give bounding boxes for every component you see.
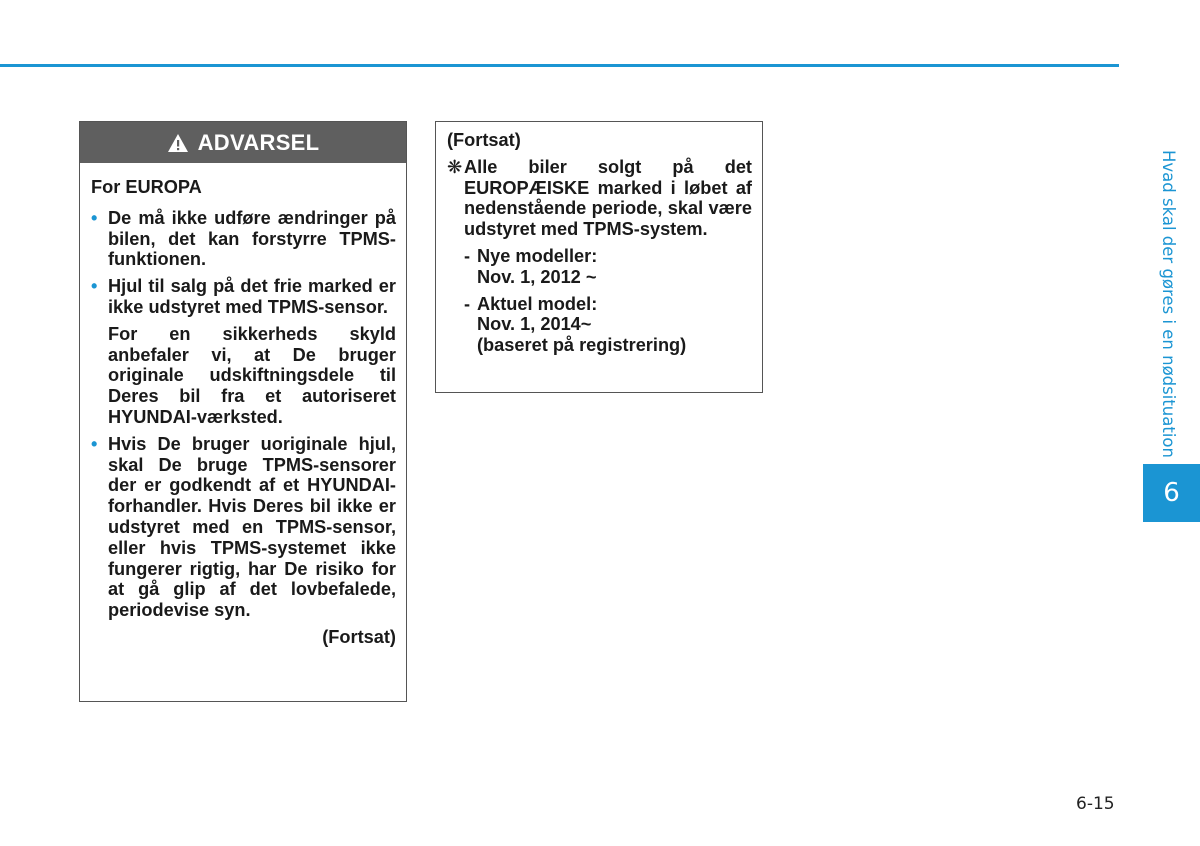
continuation-title: (Fortsat) [447, 130, 521, 150]
bullet-text: De må ikke udføre ændringer på bilen, det kan forstyrre TPMS-funktionen. [108, 207, 396, 270]
bullet-dot-icon: • [91, 207, 98, 228]
item-extra: (baseret på registrering) [477, 335, 687, 356]
chapter-tab: 6 [1143, 464, 1200, 522]
warning-region: For EUROPA [91, 177, 202, 197]
warning-content [80, 163, 406, 648]
item-date: Nov. 1, 2012 ~ [477, 266, 597, 287]
warning-triangle-icon [167, 133, 189, 153]
list-item [91, 276, 396, 318]
page-number: 6-15 [1076, 794, 1115, 814]
item-label: Nye modeller: [477, 245, 598, 266]
dash-icon: - [464, 293, 471, 314]
asterism-icon: ❋ [447, 156, 463, 177]
warning-box [79, 121, 407, 702]
note-text: Alle biler solgt på det EUROPÆISKE marked i løbet af nedenstående periode, skal være udstyret med TPMS-system. [464, 156, 752, 240]
dash-icon: - [464, 245, 471, 266]
bullet-text: Hjul til salg på det frie marked er ikke udstyret med TPMS-sensor. [108, 276, 396, 317]
continuation-box [435, 121, 763, 393]
list-item [91, 434, 396, 621]
bullet-dot-icon: • [91, 276, 98, 297]
continued-label: (Fortsat) [322, 626, 396, 647]
top-rule [0, 64, 1119, 67]
chapter-side-title: Hvad skal der gøres i en nødsituation [1159, 150, 1178, 458]
warning-title: ADVARSEL [197, 129, 320, 155]
item-label: Aktuel model: [477, 293, 598, 314]
safety-paragraph: For en sikkerheds skyld anbefaler vi, at De bruger originale udskiftningsdele til Deres bil fra et autoriseret HYUNDAI-værksted. [108, 323, 396, 427]
note [447, 157, 752, 240]
bullet-text: Hvis De bruger uoriginale hjul, skal De bruge TPMS-sensorer der er godkendt af et HYUNDAI-forhandler. Hvis Deres bil ikke er udstyret med en TPMS-sensor, eller hvis TPMS-systemet ikke fungerer rigtig, har De risiko for at gå glip af det lovbefalede, periodevise syn. [108, 433, 396, 621]
continuation-content [436, 122, 762, 356]
list-item [447, 246, 752, 288]
item-date: Nov. 1, 2014~ [477, 314, 592, 335]
list-item [91, 208, 396, 270]
bullet-dot-icon: • [91, 433, 98, 454]
list-item [447, 294, 752, 356]
warning-header [80, 122, 406, 163]
